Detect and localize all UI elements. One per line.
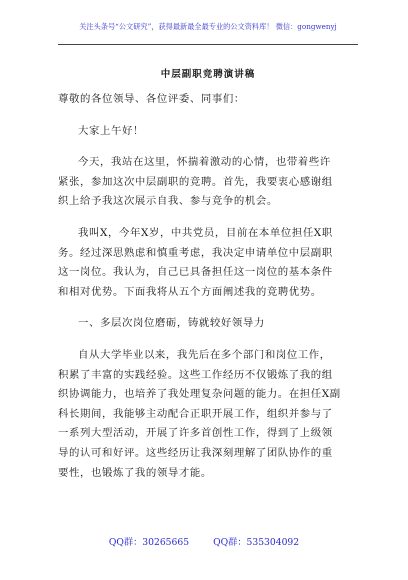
- paragraph-line: 和相对优势。下面我将从五个方面阐述我的竞聘优势。: [58, 285, 322, 298]
- salutation-line: 大家上午好！: [78, 124, 144, 137]
- paragraph-line: 织上给予我这次展示自我、参与竞争的机会。: [58, 195, 278, 208]
- paragraph-line: 务。经过深思熟虑和慎重考虑，我决定申请单位中层副职: [58, 246, 333, 259]
- document-body: [58, 90, 358, 483]
- paragraph-line: 一系列大型活动，开展了许多首创性工作，得到了上级领: [58, 427, 333, 440]
- paragraph-line: 科长期间，我能够主动配合正职开展工作，组织并参与了: [58, 407, 333, 420]
- paragraph-line: 自从大学毕业以来，我先后在多个部门和岗位工作，: [78, 348, 331, 361]
- footer-qq-group-1: QQ群：30265665: [108, 537, 190, 548]
- paragraph-3: [58, 346, 358, 483]
- page-footer: [0, 534, 408, 548]
- section-heading-1: [58, 314, 358, 334]
- paragraph-line: 积累了丰富的实践经验。这些工作经历不仅锻炼了我的组: [58, 368, 333, 381]
- greeting-line: 尊敬的各位领导、各位评委、同事们：: [58, 93, 245, 105]
- paragraph-line: 紧张，参加这次中层副职的竞聘。首先，我要衷心感谢组: [58, 175, 333, 188]
- section-heading-line: 一、多层次岗位磨砺，铸就较好领导力: [78, 317, 265, 330]
- header-divider: [58, 44, 358, 45]
- paragraph-2: [58, 224, 358, 302]
- paragraph-line: 今天，我站在这里，怀揣着激动的心情，也带着些许: [78, 156, 331, 169]
- paragraph-line: 我叫X，今年X岁，中共党员，目前在本单位担任X职: [78, 226, 333, 239]
- footer-qq-group-2: QQ群：535304092: [213, 537, 300, 548]
- paragraph-line: 导的认可和好评。这些经历让我深刻理解了团队协作的重: [58, 446, 333, 459]
- paragraph-line: 织协调能力，也培养了我处理复杂问题的能力。在担任X副: [58, 388, 341, 401]
- document-title: 中层副职竞聘演讲稿: [160, 69, 256, 80]
- paragraph-line: 要性，也锻炼了我的领导才能。: [58, 466, 212, 479]
- paragraph-1: [58, 153, 358, 212]
- page-header-notice: 关注头条号“公文研究”，获得最新最全最专业的公文资料库！ 微信：gongwenyj: [79, 22, 337, 31]
- paragraph-line: 这一岗位。我认为，自己已具备担任这一岗位的基本条件: [58, 266, 333, 279]
